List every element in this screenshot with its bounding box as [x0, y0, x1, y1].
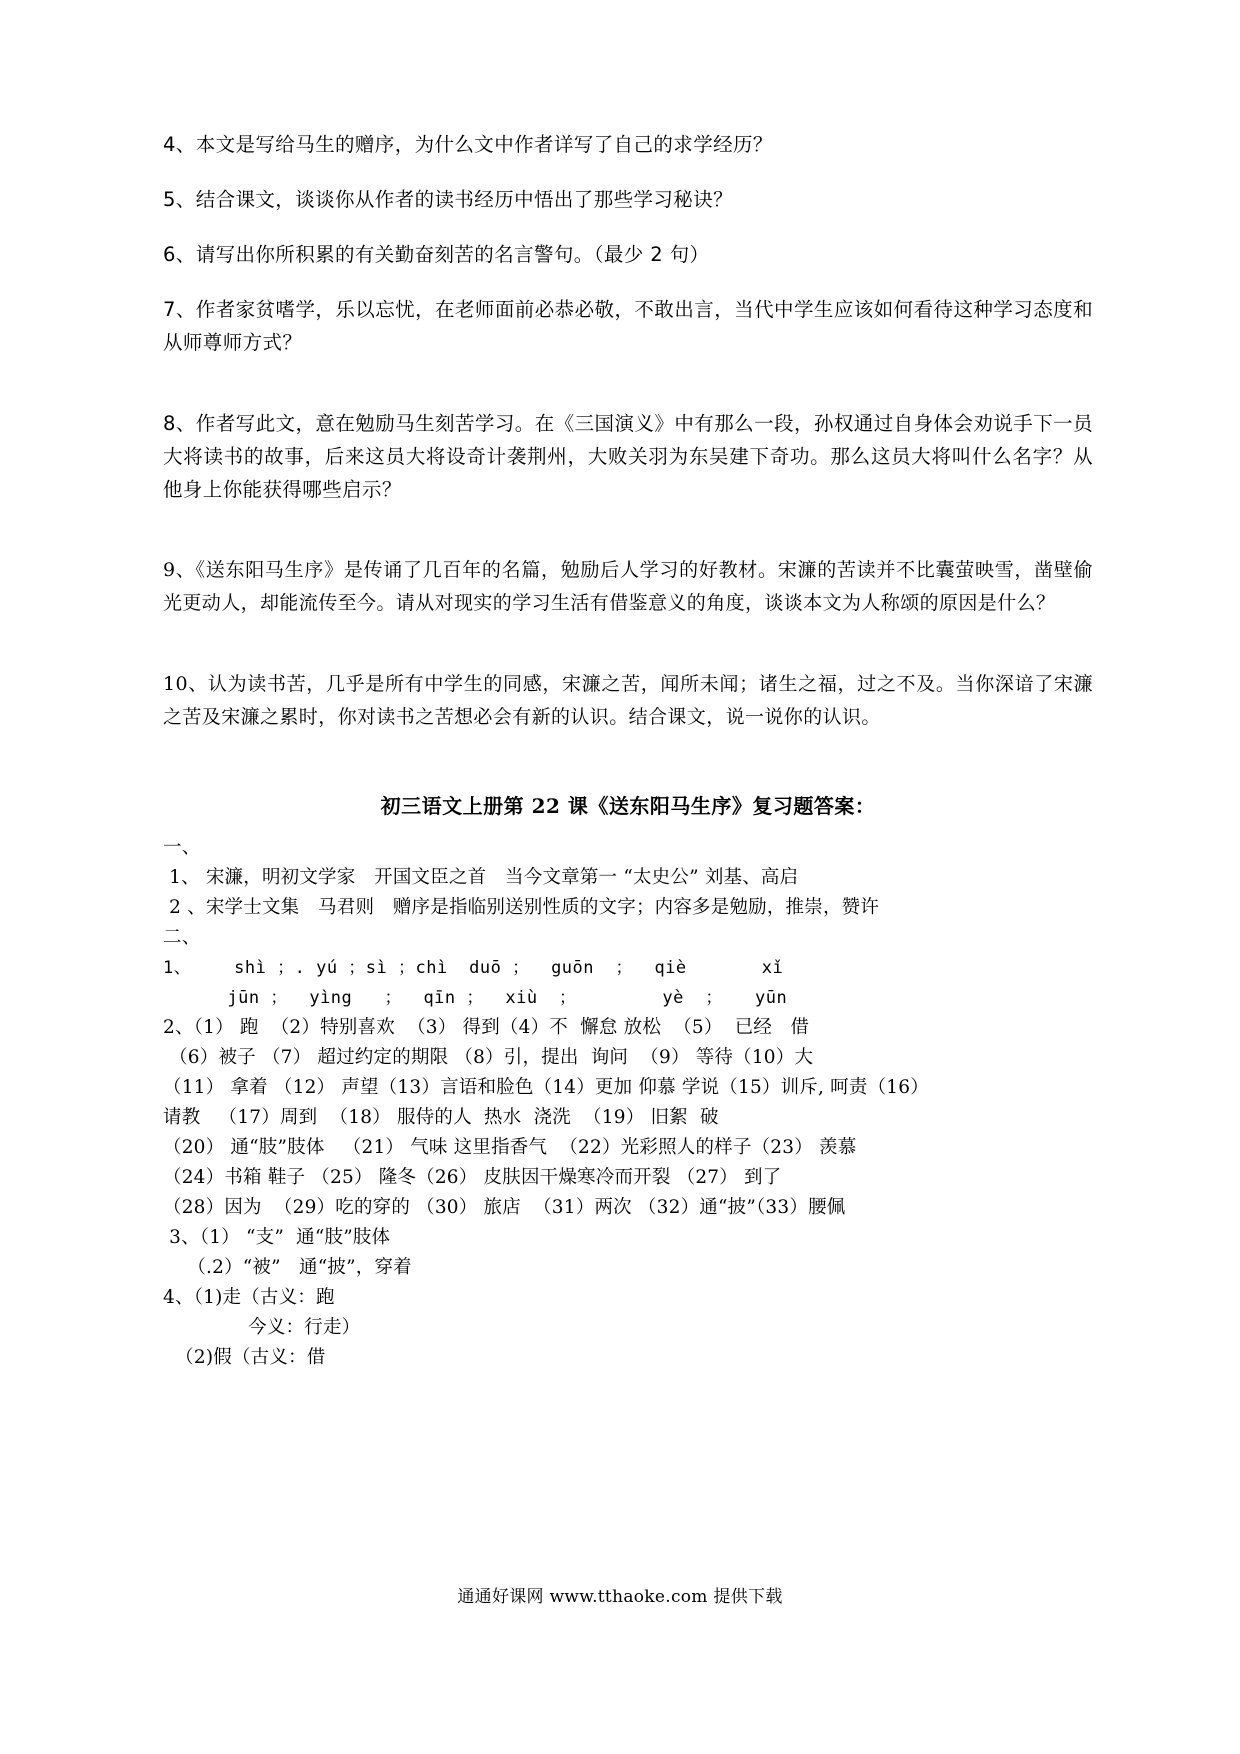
answer-line: 4、（1)走（古义：跑 — [163, 1287, 335, 1308]
page-footer: 通通好课网 www.tthaoke.com 提供下载 — [457, 1587, 783, 1607]
question-item: 5、结合课文，谈谈你从作者的读书经历中悟出了那些学习秘诀？ — [163, 188, 734, 211]
answer-line: （.2）“被” 通“披”，穿着 — [163, 1257, 412, 1278]
answer-line: 一、 — [163, 837, 201, 858]
question-item: 4、本文是写给马生的赠序，为什么文中作者详写了自己的求学经历？ — [163, 133, 773, 156]
answer-line-pinyin: jūn ； yìng ； qīn ； xiù ； yè ； yūn — [163, 988, 788, 1008]
answer-line: （28）因为 （29）吃的穿的 （30） 旅店 （31）两次 （32）通“披”（33）腰佩 — [163, 1197, 846, 1218]
answer-section-title: 初三语文上册第 22 课《送东阳马生序》复习题答案： — [380, 794, 876, 818]
answer-line: （20） 通“肢”肢体 （21） 气味 这里指香气 （22）光彩照人的样子（23） 羡慕 — [163, 1137, 857, 1158]
answer-line-pinyin: 1、 shì ；. yú ；sì ；chì duō ； guōn ； qiè xǐ — [163, 958, 784, 978]
answer-line: 1、 宋濂，明初文学家 开国文臣之首 当今文章第一 “太史公” 刘基、高启 — [163, 867, 799, 888]
answer-line: 今义：行走） — [163, 1317, 361, 1338]
question-item: 6、请写出你所积累的有关勤奋刻苦的名言警句。（最少 2 句） — [163, 243, 710, 266]
answer-line: （6）被子 （7） 超过约定的期限 （8）引，提出 询问 （9） 等待（10）大 — [163, 1047, 814, 1068]
answer-line: 3、（1） “支” 通“肢”肢体 — [163, 1227, 391, 1248]
answer-line: （11） 拿着 （12） 声望（13）言语和脸色（14）更加 仰慕 学说（15）训斥, 呵责（16） — [163, 1077, 929, 1098]
answer-line: （24）书箱 鞋子 （25） 隆冬（26） 皮肤因干燥寒冷而开裂 （27） 到了 — [163, 1167, 782, 1188]
document-content — [163, 128, 1093, 1373]
question-item: 9、《送东阳马生序》是传诵了几百年的名篇，勉励后人学习的好教材。宋濂的苦读并不比囊萤映雪，凿壁偷光更动人，却能流传至今。请从对现实的学习生活有借鉴意义的角度，谈谈本文为人称颂的原因是什么？ — [163, 559, 1093, 614]
answer-line: 请教 （17）周到 （18） 服侍的人 热水 浇洗 （19） 旧絮 破 — [163, 1107, 719, 1128]
question-item: 7、作者家贫嗜学，乐以忘忧，在老师面前必恭必敬，不敢出言，当代中学生应该如何看待这种学习态度和从师尊师方式？ — [163, 298, 1093, 354]
question-item: 8、作者写此文，意在勉励马生刻苦学习。在《三国演义》中有那么一段，孙权通过自身体会劝说手下一员大将读书的故事，后来这员大将设奇计袭荆州，大败关羽为东吴建下奇功。那么这员大将叫什么名字？从他身上你能获得哪些启示？ — [163, 412, 1093, 501]
answer-line: 2、（1） 跑 （2）特别喜欢 （3） 得到（4）不 懈怠 放松 （5） 已经 借 — [163, 1017, 810, 1038]
answer-body — [163, 833, 1093, 1373]
answer-line: （2)假（古义：借 — [163, 1347, 326, 1368]
answer-line: 二、 — [163, 927, 201, 948]
answer-line: 2 、宋学士文集 马君则 赠序是指临别送别性质的文字；内容多是勉励，推崇，赞许 — [163, 897, 880, 918]
question-item: 10、认为读书苦，几乎是所有中学生的同感，宋濂之苦，闻所未闻；诸生之福，过之不及。当你深谙了宋濂之苦及宋濂之累时，你对读书之苦想必会有新的认识。结合课文，说一说你的认识。 — [163, 673, 1093, 728]
